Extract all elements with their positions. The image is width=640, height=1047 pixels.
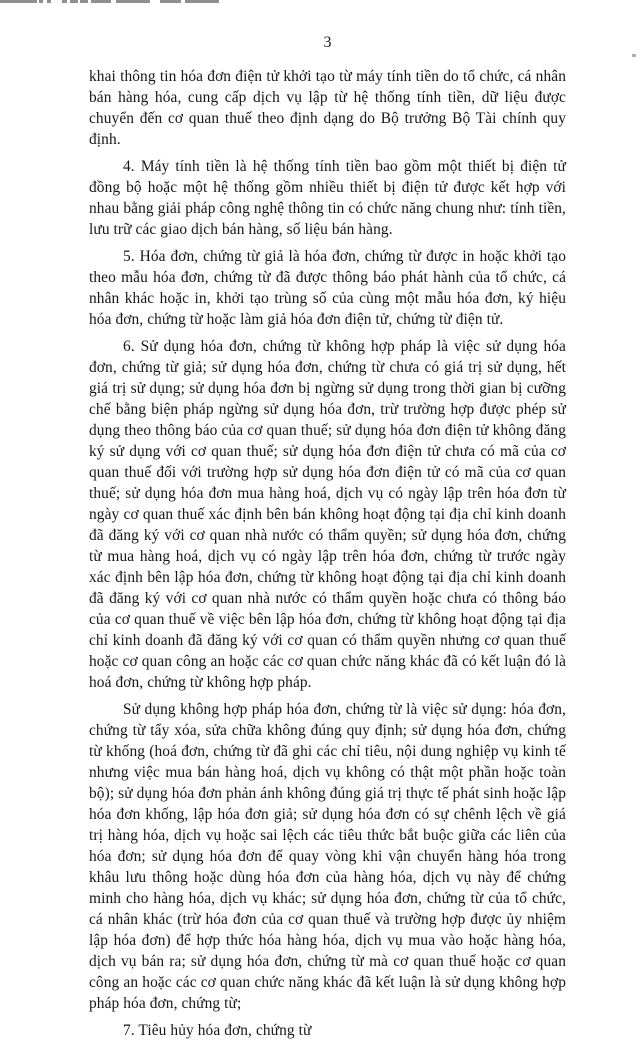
paragraph-clause-5: 5. Hóa đơn, chứng từ giả là hóa đơn, chứng từ được in hoặc khởi tạo theo mẫu hóa đơn, chứng từ đã được thông báo phát hành của tổ chức, cá nhân khác hoặc in, khởi tạo trùng số của cùng một mẫu hóa đơn, ký hiệu hóa đơn, chứng từ hoặc làm giả hóa đơn điện tử, chứng từ điện tử. [89, 248, 566, 328]
scan-artifact-speck [632, 54, 636, 57]
paragraph-clause-4: 4. Máy tính tiền là hệ thống tính tiền bao gồm một thiết bị điện tử đồng bộ hoặc một hệ thống gồm nhiều thiết bị điện tử được kết hợp với nhau bằng giải pháp công nghệ thông tin có chức năng chung như: tính tiền, lưu trữ các giao dịch bán hàng, số liệu bán hàng. [89, 158, 566, 238]
paragraph-clause-6-continued: Sử dụng không hợp pháp hóa đơn, chứng từ là việc sử dụng: hóa đơn, chứng từ tẩy xóa, sửa chữa không đúng quy định; sử dụng hóa đơn, chứng từ khống (hoá đơn, chứng từ đã ghi các chỉ tiêu, nội dung nghiệp vụ kinh tế nhưng việc mua bán hàng hoá, dịch vụ không có thật một phần hoặc toàn bộ); sử dụng hóa đơn phản ánh không đúng giá trị thực tế phát sinh hoặc lập hóa đơn khống, lập hóa đơn giả; sử dụng hóa đơn có sự chênh lệch về giá trị hàng hóa, dịch vụ hoặc sai lệch các tiêu thức bắt buộc giữa các liên của hóa đơn; sử dụng hóa đơn để quay vòng khi vận chuyển hàng hóa trong khâu lưu thông hoặc dùng hóa đơn của hàng hóa, dịch vụ này để chứng minh cho hàng hóa, dịch vụ khác; sử dụng hóa đơn, chứng từ của tổ chức, cá nhân khác (trừ hóa đơn của cơ quan thuế và trường hợp được ủy nhiệm lập hóa đơn) để hợp thức hóa hàng hóa, dịch vụ mua vào hoặc hàng hóa, dịch vụ bán ra; sử dụng hóa đơn, chứng từ mà cơ quan thuế hoặc cơ quan công an hoặc các cơ quan chức năng khác đã kết luận là sử dụng không hợp pháp hóa đơn, chứng từ; [89, 701, 566, 1012]
paragraph-continuation: khai thông tin hóa đơn điện tử khởi tạo từ máy tính tiền do tổ chức, cá nhân bán hàng hóa, cung cấp dịch vụ lập từ hệ thống tính tiền, dữ liệu được chuyển đến cơ quan thuế theo định dạng do Bộ trưởng Bộ Tài chính quy định. [89, 68, 566, 148]
scan-artifact-dashes [0, 0, 640, 3]
paragraph-clause-7: 7. Tiêu hủy hóa đơn, chứng từ [123, 1022, 312, 1039]
page-number: 3 [323, 34, 332, 51]
paragraph-clause-6: 6. Sử dụng hóa đơn, chứng từ không hợp pháp là việc sử dụng hóa đơn, chứng từ giả; sử dụng hóa đơn, chứng từ chưa có giá trị sử dụng, hết giá trị sử dụng; sử dụng hóa đơn bị ngừng sử dụng trong thời gian bị cưỡng chế bằng biện pháp ngừng sử dụng hóa đơn, trừ trường hợp được phép sử dụng theo thông báo của cơ quan thuế; sử dụng hóa đơn điện tử không đăng ký sử dụng với cơ quan thuế; sử dụng hóa đơn điện tử chưa có mã của cơ quan thuế đối với trường hợp sử dụng hóa đơn điện tử có mã của cơ quan thuế; sử dụng hóa đơn mua hàng hoá, dịch vụ có ngày lập trên hóa đơn từ ngày cơ quan thuế xác định bên bán không hoạt động tại địa chỉ kinh doanh đã đăng ký với cơ quan nhà nước có thẩm quyền; sử dụng hóa đơn, chứng từ mua hàng hoá, dịch vụ có ngày lập trên hóa đơn, chứng từ trước ngày xác định bên lập hóa đơn, chứng từ không hoạt động tại địa chỉ kinh doanh đã đăng ký với cơ quan nhà nước có thẩm quyền hoặc chưa có thông báo của cơ quan thuế về việc bên lập hóa đơn, chứng từ không hoạt động tại địa chỉ kinh doanh đã đăng ký với cơ quan có thẩm quyền nhưng cơ quan thuế hoặc cơ quan công an hoặc các cơ quan chức năng khác đã có kết luận đó là hoá đơn, chứng từ không hợp pháp. [89, 338, 566, 691]
document-body [89, 66, 566, 1047]
